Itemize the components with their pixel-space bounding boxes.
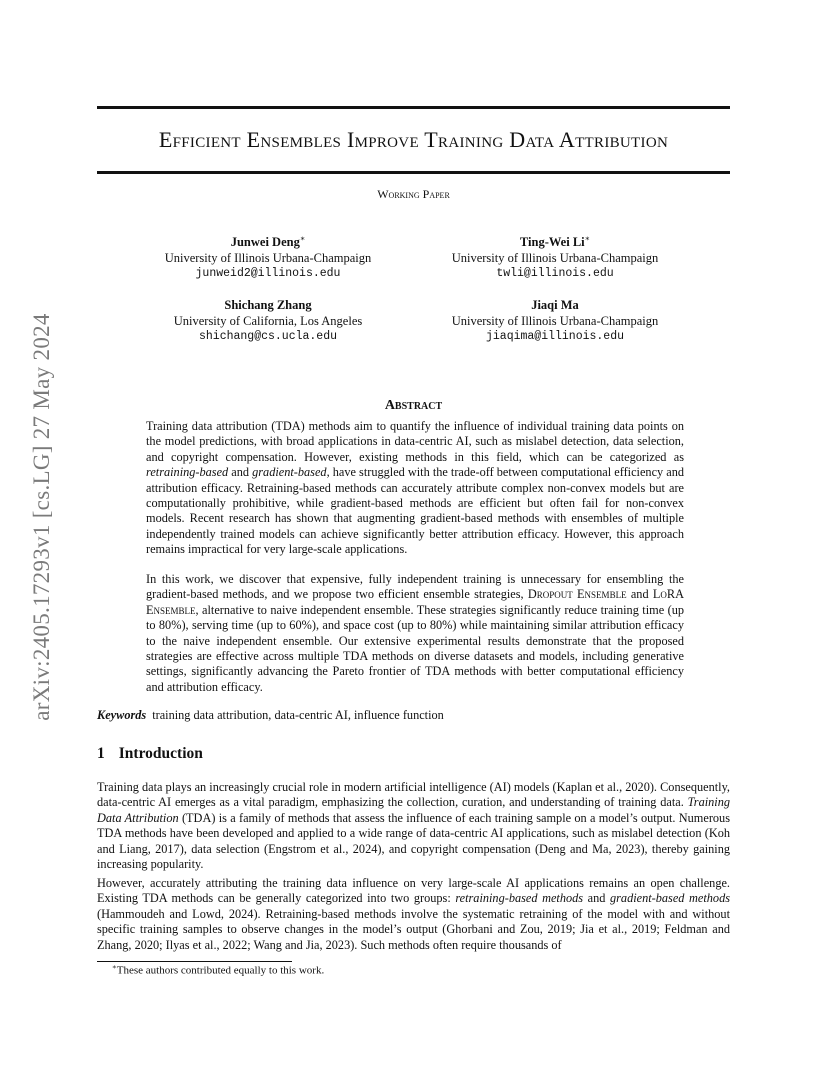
equal-contribution-mark: ∗ — [299, 234, 306, 243]
abstract-heading: Abstract — [384, 398, 443, 413]
author-block — [405, 231, 705, 282]
paper-title: Efficient Ensembles Improve Training Data Attribution — [158, 127, 669, 152]
section-heading — [97, 745, 203, 763]
keywords-line — [97, 708, 730, 723]
author-email[interactable]: jiaqima@illinois.edu — [485, 330, 625, 343]
author-affiliation: University of California, Los Angeles — [173, 314, 363, 328]
keywords-label: Keywords — [97, 708, 147, 722]
arxiv-identifier-stamp: arXiv:2405.17293v1 [cs.LG] 27 May 2024 — [29, 313, 54, 721]
author-affiliation: University of Illinois Urbana-Champaign — [164, 251, 372, 266]
title-bottom-rule — [97, 171, 730, 174]
body-paragraph: Training data plays an increasingly crucial role in modern artificial intelligence (AI) models (Kaplan et al., 2020). Consequently, data-centric AI emerges as a vital paradigm, emphasizing the collection, curation, and understanding of training data. Training Data Attribution (TDA) is a family of methods that assess the influence of each training sample on a model’s output. Numerous TDA methods have been developed and applied to a wide range of data-centric AI applications, such as mislabel detection (Koh and Liang, 2017), data selection (Engstrom et al., 2024), and copyright compensation (Deng and Ma, 2023), thereby gaining increasing popularity. — [97, 780, 730, 872]
author-name: Ting-Wei Li — [519, 235, 585, 250]
author-affiliation: University of Illinois Urbana-Champaign — [451, 314, 659, 328]
title-top-rule — [97, 106, 730, 109]
paper-subtitle: Working Paper — [377, 187, 450, 201]
section-title: Introduction — [118, 745, 203, 762]
footnote — [112, 963, 324, 977]
author-email[interactable]: junweid2@illinois.edu — [195, 267, 341, 281]
author-name: Shichang Zhang — [224, 298, 312, 312]
footnote-mark: ∗ — [112, 963, 117, 971]
footnote-text: These authors contributed equally to this work. — [116, 964, 325, 977]
equal-contribution-mark: ∗ — [584, 234, 591, 243]
abstract-paragraph: Training data attribution (TDA) methods aim to quantify the influence of individual training data points on the model predictions, with broad applications in data-centric AI, such as mislabel detection, data selection, and copyright compensation. However, existing methods in this field, which can be categorized as retraining-based and gradient-based, have struggled with the trade-off between computational efficiency and attribution efficacy. Retraining-based methods can accurately attribute complex non-convex models but are computationally prohibitive, while gradient-based methods are efficient but often fail for non-convex models. Recent research has shown that augmenting gradient-based methods with ensembles of multiple independently trained models can achieve significantly better attribution efficacy. However, this approach remains impractical for very large-scale applications. — [146, 419, 685, 557]
author-email[interactable]: twli@illinois.edu — [496, 267, 614, 281]
author-block — [405, 297, 705, 345]
author-email[interactable]: shichang@cs.ucla.edu — [198, 330, 338, 343]
author-name: Jiaqi Ma — [531, 298, 579, 312]
keywords-text: training data attribution, data-centric AI, influence function — [152, 708, 444, 722]
author-affiliation: University of Illinois Urbana-Champaign — [451, 251, 659, 266]
author-name: Junwei Deng — [230, 235, 300, 250]
footnote-rule — [97, 961, 292, 962]
author-block — [118, 231, 418, 282]
body-paragraph: However, accurately attributing the training data influence on very large-scale AI applications remains an open challenge. Existing TDA methods can be generally categorized into two groups: retraining-based methods and gradient-based methods (Hammoudeh and Lowd, 2024). Retraining-based methods involve the systematic retraining of the model with and without specific training samples to observe changes in the model’s output (Ghorbani and Zou, 2019; Jia et al., 2019; Feldman and Zhang, 2020; Ilyas et al., 2022; Wang and Jia, 2023). Such methods often require thousands of — [97, 876, 730, 952]
abstract-paragraph: In this work, we discover that expensive, fully independent training is unnecessary for ensembling the gradient-based methods, and we propose two efficient ensemble strategies, Dropout Ensemble and LoRA Ensemble, alternative to naive independent ensemble. These strategies significantly reduce training time (up to 80%), serving time (up to 60%), and space cost (up to 80%) while maintaining similar attribution efficacy to the naive independent ensemble. Our extensive experimental results demonstrate that the proposed strategies are effective across multiple TDA methods on diverse datasets and models, including generative settings, significantly advancing the Pareto frontier of TDA methods with better computational efficiency and attribution efficacy. — [146, 572, 684, 694]
author-block — [118, 297, 418, 345]
section-number: 1 — [97, 745, 105, 762]
